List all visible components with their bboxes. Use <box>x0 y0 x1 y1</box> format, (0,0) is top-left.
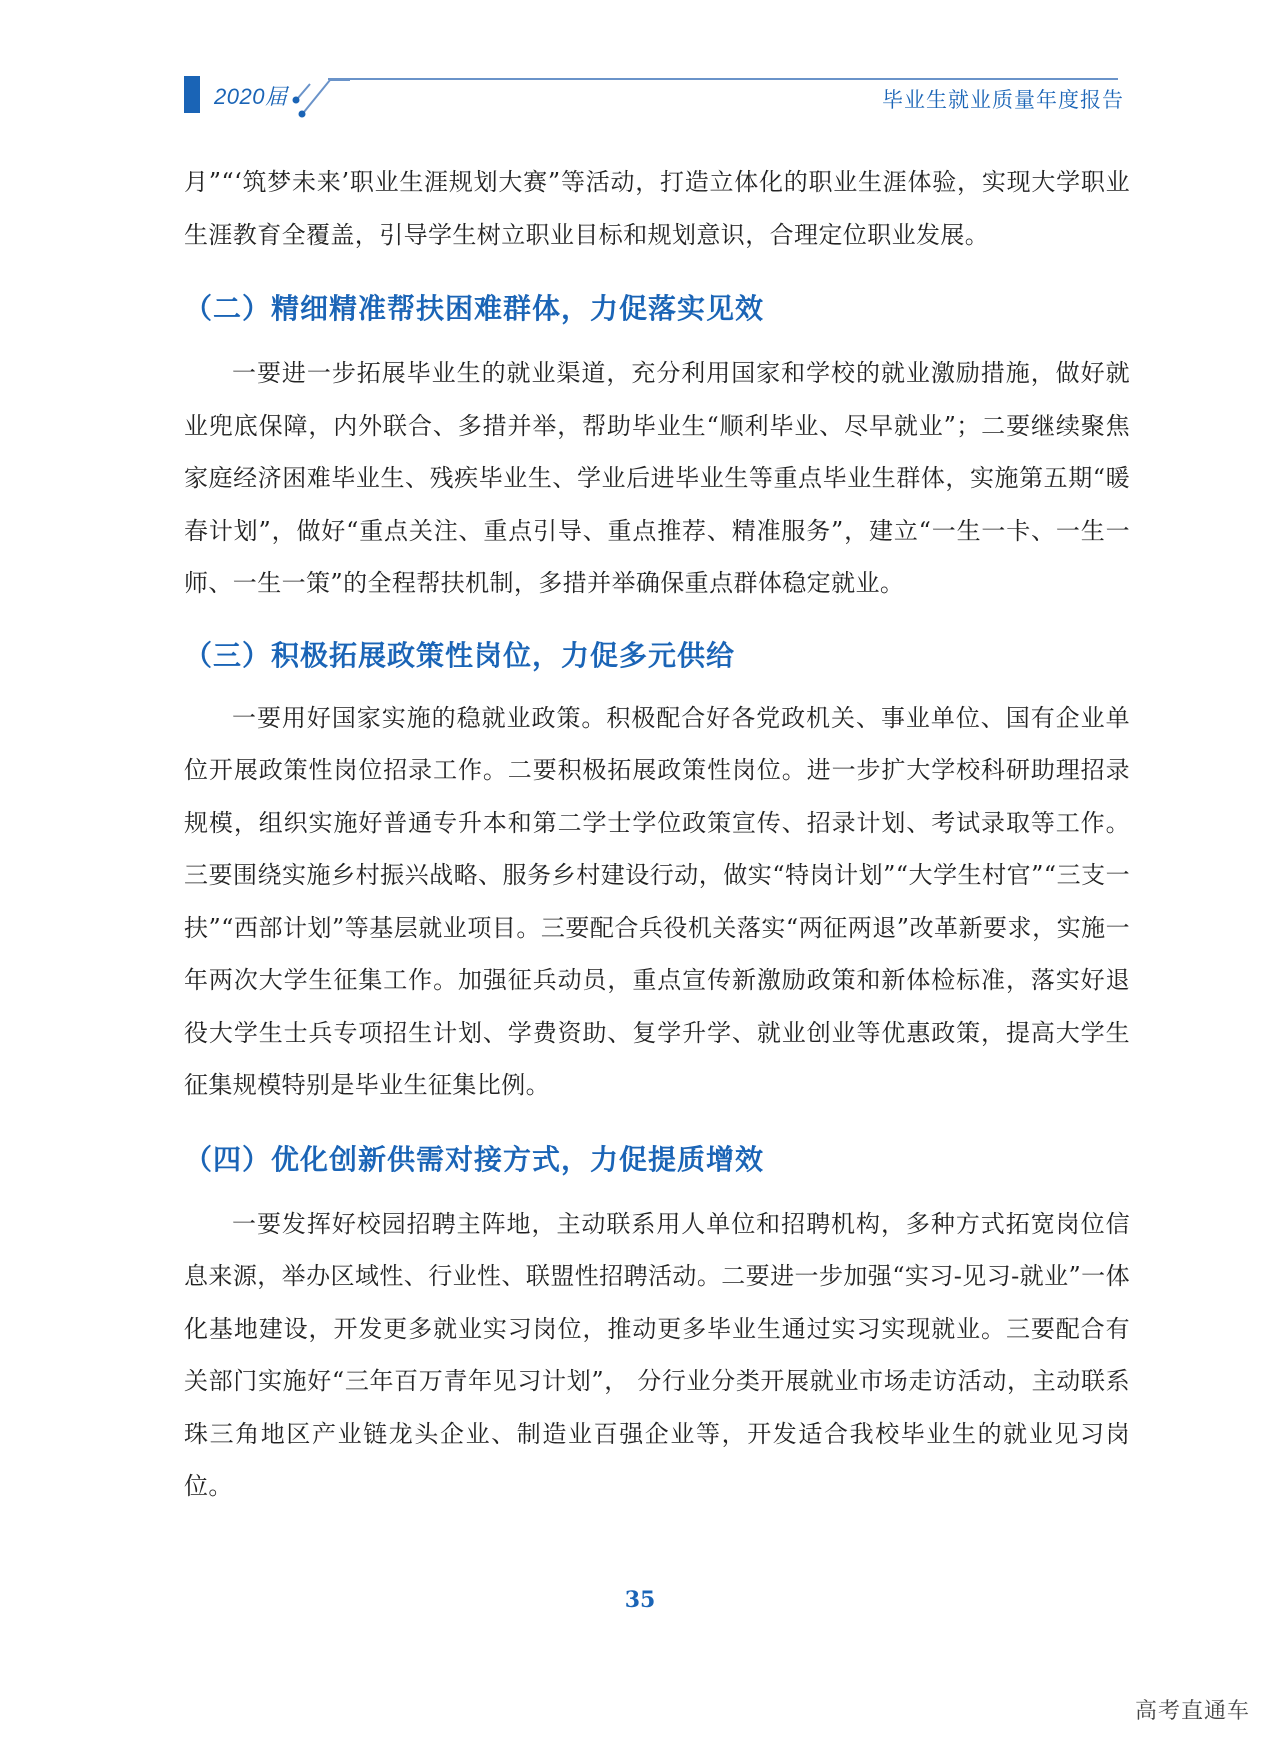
section-body-2: 一要进一步拓展毕业生的就业渠道，充分利用国家和学校的就业激励措施，做好就业兜底保障，内外联合、多措并举，帮助毕业生“顺利毕业、尽早就业”；二要继续聚焦家庭经济困难毕业生、残疾毕业生、学业后进毕业生等重点毕业生群体，实施第五期“暖春计划”，做好“重点关注、重点引导、重点推荐、精准服务”，建立“一生一卡、一生一师、一生一策”的全程帮扶机制，多措并举确保重点群体稳定就业。 <box>184 359 1130 597</box>
header-year-label: 2020届 <box>214 84 288 109</box>
main-content <box>184 156 1130 1513</box>
header-report-title: 毕业生就业质量年度报告 <box>882 88 1124 112</box>
header-accent-bar <box>184 76 200 113</box>
section-body-3: 一要用好国家实施的稳就业政策。积极配合好各党政机关、事业单位、国有企业单位开展政策性岗位招录工作。二要积极拓展政策性岗位。进一步扩大学校科研助理招录规模，组织实施好普通专升本和第二学士学位政策宣传、招录计划、考试录取等工作。三要围绕实施乡村振兴战略、服务乡村建设行动，做实“特岗计划”“大学生村官”“三支一扶”“西部计划”等基层就业项目。三要配合兵役机关落实“两征两退”改革新要求，实施一年两次大学生征集工作。加强征兵动员，重点宣传新激励政策和新体检标准，落实好退役大学生士兵专项招生计划、学费资助、复学升学、就业创业等优惠政策，提高大学生征集规模特别是毕业生征集比例。 <box>184 703 1130 1099</box>
page-header <box>0 0 1280 130</box>
section-heading-4: （四）优化创新供需对接方式，力促提质增效 <box>184 1142 765 1176</box>
section-body-4: 一要发挥好校园招聘主阵地，主动联系用人单位和招聘机构，多种方式拓宽岗位信息来源，举办区域性、行业性、联盟性招聘活动。二要进一步加强“实习-见习-就业”一体化基地建设，开发更多就业实习岗位，推动更多毕业生通过实习实现就业。三要配合有关部门实施好“三年百万青年见习计划”， 分行业分类开展就业市场走访活动，主动联系珠三角地区产业链龙头企业、制造业百强企业等，开发适合我校毕业生的就业见习岗位。 <box>184 1209 1130 1500</box>
page-number: 35 <box>624 1587 656 1613</box>
watermark-text: 高考直通车 <box>1134 1699 1250 1724</box>
section-heading-2: （二）精细精准帮扶困难群体，力促落实见效 <box>184 292 765 325</box>
header-rule <box>328 78 1118 80</box>
intro-paragraph: 月”“‘筑梦未来’职业生涯规划大赛”等活动，打造立体化的职业生涯体验，实现大学职业生涯教育全覆盖，引导学生树立职业目标和规划意识，合理定位职业发展。 <box>184 168 1130 249</box>
section-heading-3: （三）积极拓展政策性岗位，力促多元供给 <box>184 638 736 672</box>
